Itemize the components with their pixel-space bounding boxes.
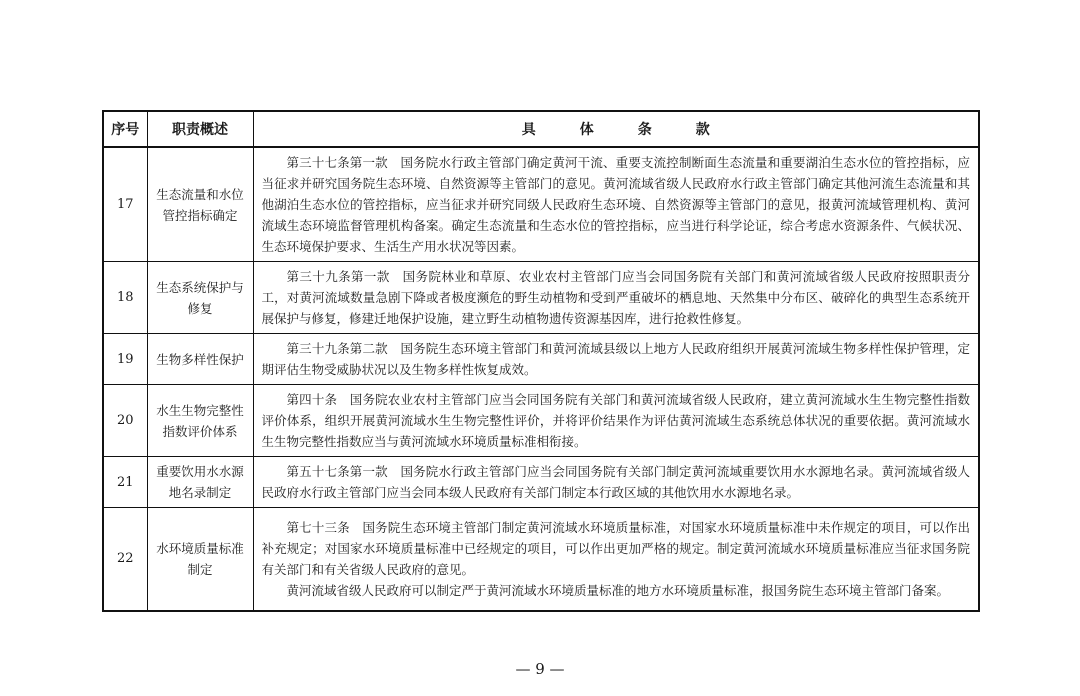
row-number: 17: [103, 147, 147, 262]
table-row: [103, 147, 979, 262]
row-number: 19: [103, 334, 147, 385]
clause-paragraph: 黄河流域省级人民政府可以制定严于黄河流域水环境质量标准的地方水环境质量标准，报国务院生态环境主管部门备案。: [286, 582, 950, 598]
header-index: 序号: [103, 111, 147, 147]
row-number: 20: [103, 385, 147, 457]
table-row: [103, 508, 979, 611]
table-row: [103, 385, 979, 457]
table-header-row: [103, 111, 979, 147]
table-row: [103, 457, 979, 508]
clause-cell: [253, 457, 979, 508]
row-number: 22: [103, 508, 147, 611]
duty-summary: 水生生物完整性指数评价体系: [147, 385, 253, 457]
duty-summary: 生物多样性保护: [147, 334, 253, 385]
clause-paragraph: 第三十九条第二款 国务院生态环境主管部门和黄河流域县级以上地方人民政府组织开展黄河流域生物多样性保护管理，定期评估生物受威胁状况以及生物多样性恢复成效。: [261, 341, 970, 377]
duty-summary: 生态流量和水位管控指标确定: [147, 147, 253, 262]
clause-cell: [253, 508, 979, 611]
page-number: — 9 —: [515, 660, 565, 678]
clause-cell: [253, 147, 979, 262]
duty-summary: 重要饮用水水源地名录制定: [147, 457, 253, 508]
row-number: 18: [103, 262, 147, 334]
clause-cell: [253, 334, 979, 385]
clause-paragraph: 第三十九条第一款 国务院林业和草原、农业农村主管部门应当会同国务院有关部门和黄河流域省级人民政府按照职责分工，对黄河流域数量急剧下降或者极度濒危的野生动植物和受到严重破坏的栖息地、天然集中分布区、破碎化的典型生态系统开展保护与修复，修建迁地保护设施，建立野生动植物遗传资源基因库，进行抢救性修复。: [261, 269, 970, 326]
header-clauses: 具体条款: [253, 111, 979, 147]
clause-paragraph: 第七十三条 国务院生态环境主管部门制定黄河流域水环境质量标准，对国家水环境质量标准中未作规定的项目，可以作出补充规定；对国家水环境质量标准中已经规定的项目，可以作出更加严格的规定。制定黄河流域水环境质量标准应当征求国务院有关部门和有关省级人民政府的意见。: [261, 519, 970, 577]
row-number: 21: [103, 457, 147, 508]
clause-paragraph: 第三十七条第一款 国务院水行政主管部门确定黄河干流、重要支流控制断面生态流量和重要湖泊生态水位的管控指标，应当征求并研究国务院生态环境、自然资源等主管部门的意见。黄河流域省级人民政府水行政主管部门确定其他河流生态流量和其他湖泊生态水位的管控指标，应当征求并研究同级人民政府生态环境、自然资源等主管部门的意见，报黄河流域管理机构、黄河流域生态环境监督管理机构备案。确定生态流量和生态水位的管控指标，应当进行科学论证，综合考虑水资源条件、气候状况、生态环境保护要求、生活生产用水状况等因素。: [261, 155, 970, 254]
clause-paragraph: 第四十条 国务院农业农村主管部门应当会同国务院有关部门和黄河流域省级人民政府，建立黄河流域水生生物完整性指数评价体系，组织开展黄河流域水生生物完整性评价，并将评价结果作为评估黄河流域生态系统总体状况的重要依据。黄河流域水生生物完整性指数应当与黄河流域水环境质量标准相衔接。: [261, 392, 970, 449]
clause-cell: [253, 262, 979, 334]
duty-summary: 水环境质量标准制定: [147, 508, 253, 611]
clause-cell: [253, 385, 979, 457]
table-row: [103, 262, 979, 334]
duty-summary: 生态系统保护与修复: [147, 262, 253, 334]
table-row: [103, 334, 979, 385]
header-duty: 职责概述: [147, 111, 253, 147]
provisions-table-container: [102, 110, 978, 612]
provisions-table: [102, 110, 980, 612]
clause-paragraph: 第五十七条第一款 国务院水行政主管部门应当会同国务院有关部门制定黄河流域重要饮用水水源地名录。黄河流域省级人民政府水行政主管部门应当会同本级人民政府有关部门制定本行政区域的其他饮用水水源地名录。: [261, 464, 970, 500]
